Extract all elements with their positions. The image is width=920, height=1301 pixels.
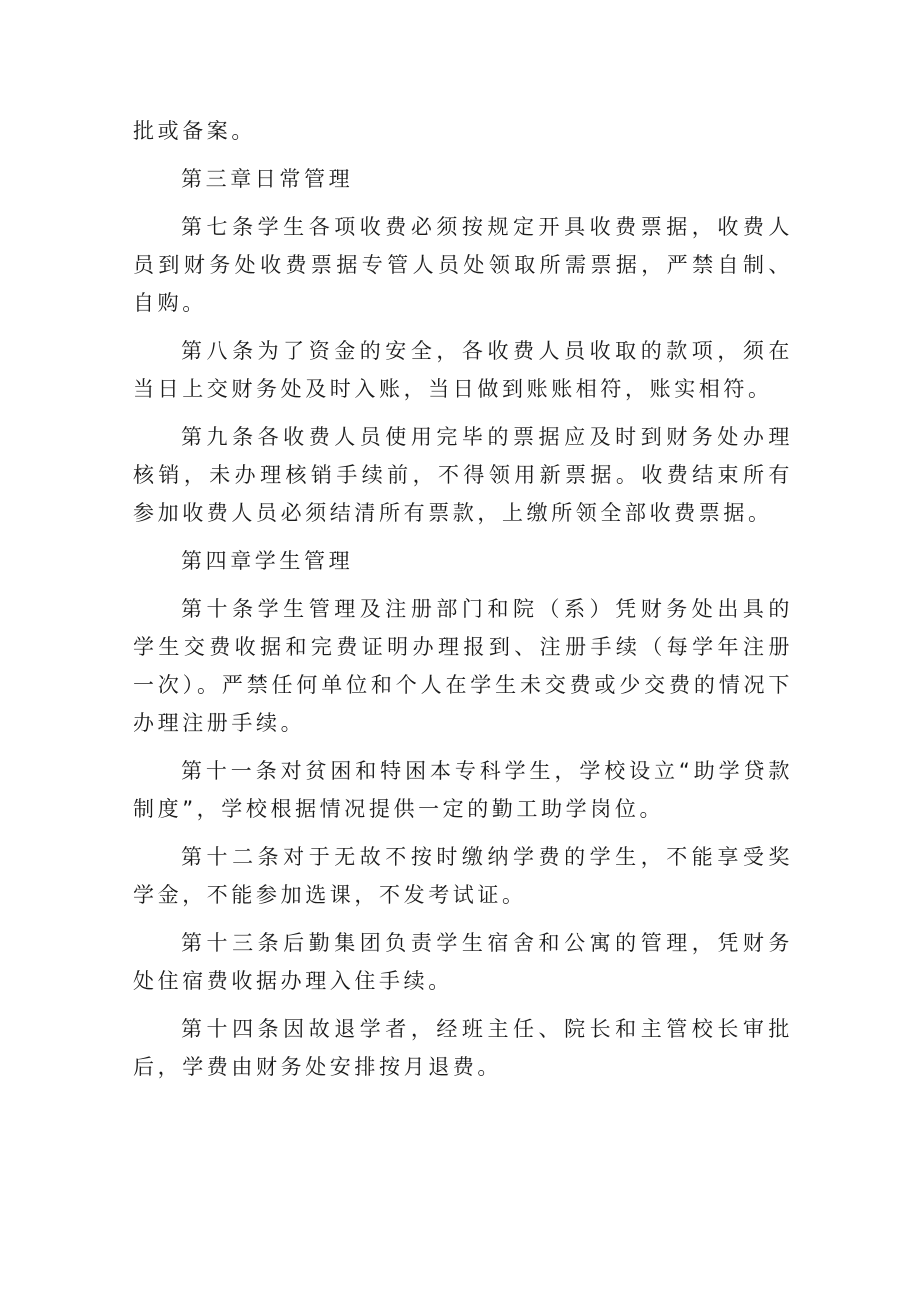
article-11: 第十一条对贫困和特困本专科学生，学校设立“助学贷款制度”，学校根据情况提供一定的勤工助学岗位。 (133, 759, 793, 821)
chapter-heading-4: 第四章学生管理 (181, 549, 354, 573)
article-14: 第十四条因故退学者，经班主任、院长和主管校长审批后，学费由财务处安排按月退费。 (133, 1017, 793, 1079)
chapter-heading-3: 第三章日常管理 (181, 167, 354, 191)
article-7: 第七条学生各项收费必须按规定开具收费票据，收费人员到财务处收费票据专管人员处领取所需票据，严禁自制、自购。 (133, 215, 793, 315)
document-body (133, 112, 793, 1096)
article-10: 第十条学生管理及注册部门和院（系）凭财务处出具的学生交费收据和完费证明办理报到、注册手续（每学年注册一次）。严禁任何单位和个人在学生未交费或少交费的情况下办理注册手续。 (133, 597, 793, 735)
article-9: 第九条各收费人员使用完毕的票据应及时到财务处办理核销，未办理核销手续前，不得领用新票据。收费结束所有参加收费人员必须结清所有票款，上缴所领全部收费票据。 (133, 425, 793, 525)
article-8: 第八条为了资金的安全，各收费人员收取的款项，须在当日上交财务处及时入账，当日做到账账相符，账实相符。 (133, 339, 793, 401)
paragraph-approval-fragment: 批或备案。 (133, 119, 256, 143)
article-13: 第十三条后勤集团负责学生宿舍和公寓的管理，凭财务处住宿费收据办理入住手续。 (133, 931, 793, 993)
article-12: 第十二条对于无故不按时缴纳学费的学生，不能享受奖学金，不能参加选课，不发考试证。 (133, 845, 793, 907)
